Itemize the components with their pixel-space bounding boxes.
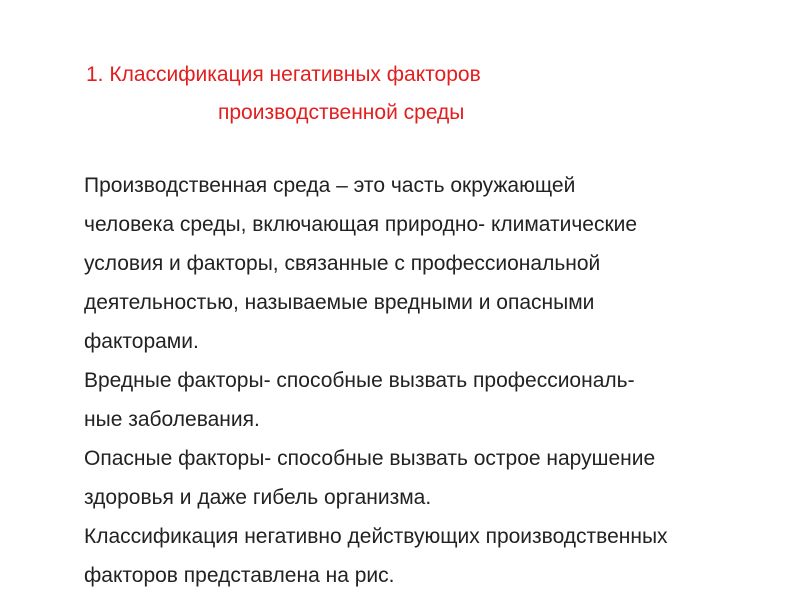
title-line-2: производственной среды [218,101,465,124]
title-line-1: 1. Классификация негативных факторов [86,63,481,86]
body-line: Производственная среда – это часть окружающей [84,174,576,197]
body-line: деятельностью, называемые вредными и опасными [84,291,595,314]
body-line: факторами. [84,330,199,353]
body-line: условия и факторы, связанные с профессиональной [84,252,601,275]
body-line: факторов представлена на рис. [84,564,395,587]
body-line: человека среды, включающая природно- климатические [84,213,638,236]
body-line: Опасные факторы- способные вызвать острое нарушение [84,447,656,470]
body-line: ные заболевания. [84,408,260,431]
body-line: здоровья и даже гибель организма. [84,486,432,509]
body-line: Вредные факторы- способные вызвать профессиональ- [84,369,635,392]
body-line: Классификация негативно действующих производственных [84,525,668,548]
